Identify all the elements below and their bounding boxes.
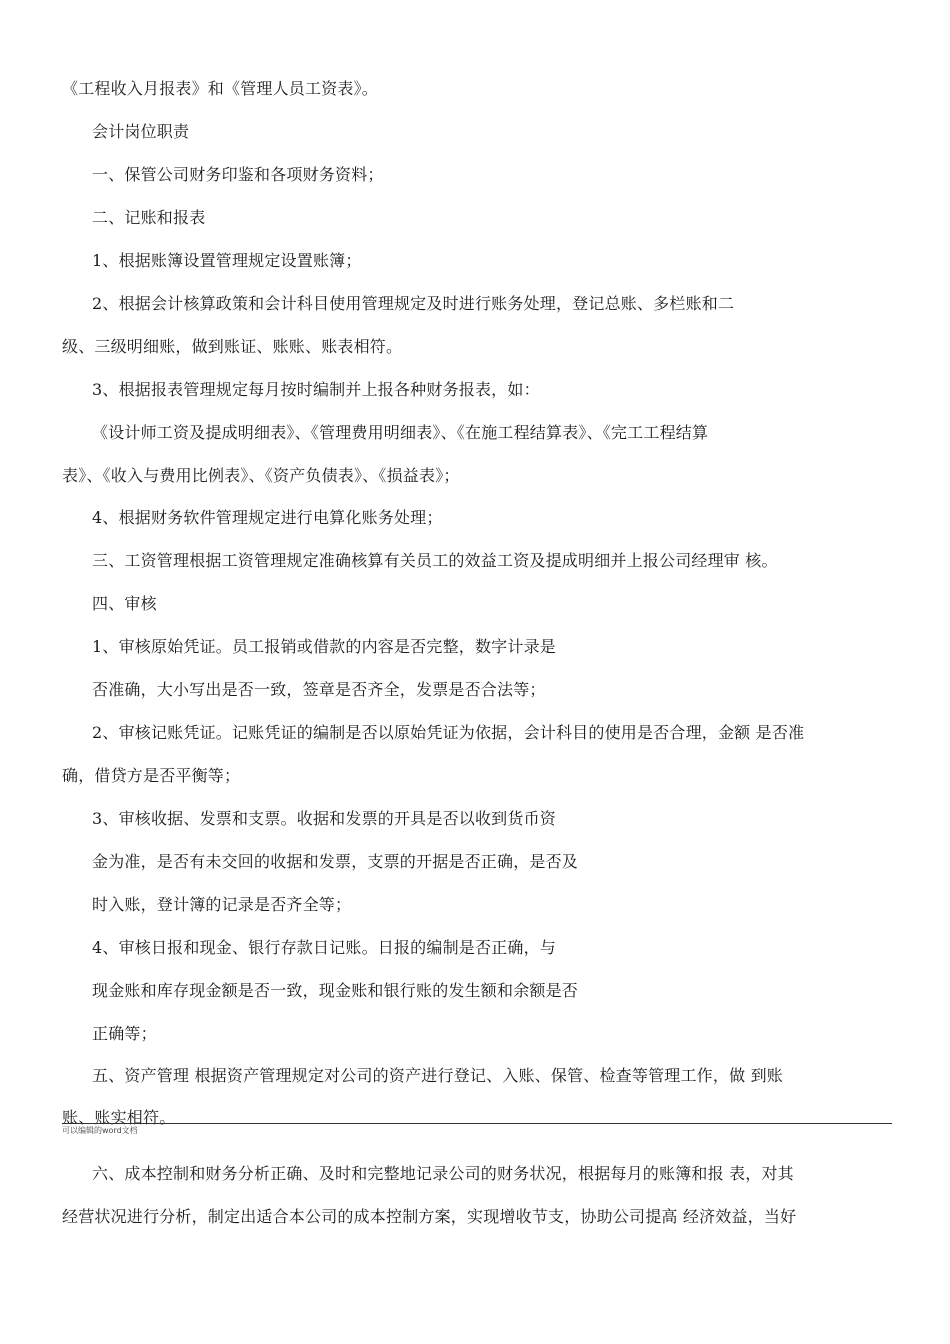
text-line: 级、三级明细账，做到账证、账账、账表相符。: [62, 337, 403, 356]
text-line: 1、根据账簿设置管理规定设置账簿；: [92, 251, 362, 270]
text-line: 4、审核日报和现金、银行存款日记账。日报的编制是否正确，与: [92, 938, 556, 957]
text-line: 现金账和库存现金额是否一致，现金账和银行账的发生额和余额是否: [92, 981, 579, 1000]
footer-note: 可以编辑的word文档: [62, 1126, 138, 1135]
text-line: 金为准，是否有未交回的收据和发票，支票的开据是否正确，是否及: [92, 852, 579, 871]
text-line: 表》、《收入与费用比例表》、《资产负债表》、《损益表》；: [62, 466, 460, 485]
text-line: 四、审核: [92, 594, 157, 613]
text-line: 3、审核收据、发票和支票。收据和发票的开具是否以收到货币资: [92, 809, 556, 828]
text-line: 《设计师工资及提成明细表》、《管理费用明细表》、《在施工程结算表》、《完工工程结算: [92, 423, 709, 442]
page-divider: [62, 1123, 892, 1124]
section-heading: 会计岗位职责: [92, 122, 190, 141]
text-line: 否准确，大小写出是否一致，签章是否齐全，发票是否合法等；: [92, 680, 546, 699]
text-line: 时入账，登计簿的记录是否齐全等；: [92, 895, 352, 914]
text-line: 三、工资管理根据工资管理规定准确核算有关员工的效益工资及提成明细并上报公司经理审 核。: [92, 551, 778, 570]
text-line: 正确等；: [92, 1024, 157, 1043]
text-line: 经营状况进行分析，制定出适合本公司的成本控制方案，实现增收节支，协助公司提高 经济效益，当好: [62, 1207, 797, 1226]
text-line: 六、成本控制和财务分析正确、及时和完整地记录公司的财务状况，根据每月的账簿和报 表，对其: [92, 1164, 794, 1183]
text-line: 2、根据会计核算政策和会计科目使用管理规定及时进行账务处理，登记总账、多栏账和二: [92, 294, 735, 313]
text-line: 一、保管公司财务印鉴和各项财务资料；: [92, 165, 384, 184]
text-line: 账、账实相符。: [62, 1108, 176, 1127]
text-line: 2、审核记账凭证。记账凭证的编制是否以原始凭证为依据，会计科目的使用是否合理，金额 是否准: [92, 723, 805, 742]
text-line: 《工程收入月报表》和《管理人员工资表》。: [62, 79, 379, 98]
text-line: 确，借贷方是否平衡等；: [62, 766, 241, 785]
text-line: 1、审核原始凭证。员工报销或借款的内容是否完整，数字计录是: [92, 637, 556, 656]
text-line: 4、根据财务软件管理规定进行电算化账务处理；: [92, 508, 443, 527]
text-line: 二、记账和报表: [92, 208, 206, 227]
text-line: 五、资产管理 根据资产管理规定对公司的资产进行登记、入账、保管、检查等管理工作，做 到账: [92, 1066, 783, 1085]
text-line: 3、根据报表管理规定每月按时编制并上报各种财务报表，如：: [92, 380, 540, 399]
